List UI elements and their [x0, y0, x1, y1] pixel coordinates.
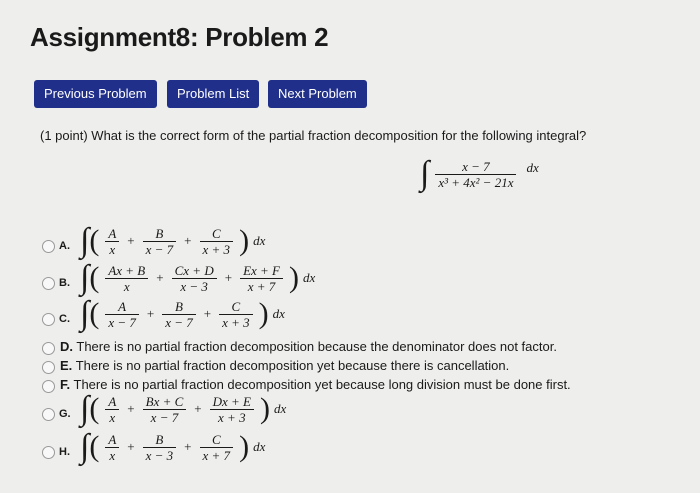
integral-sign: ∫ [420, 155, 430, 192]
option-g-term-1: $\frac{A}{x}$ [105, 394, 119, 425]
problem-list-button[interactable]: Problem List [167, 80, 259, 108]
dx-label: dx [526, 160, 539, 175]
option-a-radio[interactable] [42, 240, 55, 253]
question-text: (1 point) What is the correct form of the partial fraction decomposition for the following integral? [40, 128, 587, 143]
next-problem-button[interactable]: Next Problem [268, 80, 367, 108]
option-d-letter: D. [60, 339, 73, 354]
option-e-letter: E. [60, 358, 73, 373]
option-d [60, 339, 557, 354]
option-e [60, 358, 509, 373]
option-b-expression: ∫( $\frac{Ax + B}{x}$ + $\frac{Cx + D}{x - 3}$ + $\frac{Ex + F}{x + 7}$ ) dx [80, 259, 316, 296]
option-f-text: There is no partial fraction decomposition yet because long division must be done first. [73, 377, 571, 392]
option-g-term-3: $\frac{Dx + E}{x + 3}$ [210, 394, 254, 425]
option-b-term-1: $\frac{Ax + B}{x}$ [105, 263, 148, 294]
integrand-fraction [435, 159, 516, 190]
main-integral [420, 155, 539, 193]
option-g-expression: ∫( $\frac{A}{x}$ + $\frac{Bx + C}{x - 7}$ + $\frac{Dx + E}{x + 3}$ ) dx [80, 390, 287, 427]
option-d-text: There is no partial fraction decomposition because the denominator does not factor. [76, 339, 557, 354]
option-b-radio[interactable] [42, 277, 55, 290]
option-g-letter: G. [59, 408, 71, 420]
integrand-numerator: x − 7 [462, 158, 490, 174]
page-title: Assignment8: Problem 2 [30, 22, 329, 52]
option-e-text: There is no partial fraction decomposition yet because there is cancellation. [75, 358, 510, 373]
option-c-letter: C. [59, 313, 70, 325]
option-c-radio[interactable] [42, 313, 55, 326]
option-h-radio[interactable] [42, 446, 55, 459]
option-c-term-1: $\frac{A}{x - 7}$ [105, 299, 139, 330]
option-f-radio[interactable] [42, 380, 55, 393]
option-c-term-2: $\frac{B}{x - 7}$ [162, 299, 196, 330]
option-h-expression: ∫( $\frac{A}{x}$ + $\frac{B}{x - 3}$ + $\frac{C}{x + 7}$ ) dx [80, 428, 266, 465]
option-h-term-1: $\frac{A}{x}$ [105, 432, 119, 463]
option-e-radio[interactable] [42, 361, 55, 374]
option-a-term-3: $\frac{C}{x + 3}$ [200, 226, 234, 257]
option-a-letter: A. [59, 240, 70, 252]
option-h-term-2: $\frac{B}{x - 3}$ [143, 432, 177, 463]
option-b-term-2: $\frac{Cx + D}{x - 3}$ [172, 263, 217, 294]
integrand-denominator: x³ + 4x² − 21x [435, 174, 516, 190]
option-c-expression: ∫( $\frac{A}{x - 7}$ + $\frac{B}{x - 7}$ + $\frac{C}{x + 3}$ ) dx [80, 295, 285, 332]
option-f-letter: F. [60, 377, 71, 392]
option-b-letter: B. [59, 277, 70, 289]
option-a-term-2: $\frac{B}{x - 7}$ [143, 226, 177, 257]
option-a-term-1: $\frac{A}{x}$ [105, 226, 119, 257]
option-h-letter: H. [59, 446, 70, 458]
option-h-term-3: $\frac{C}{x + 7}$ [200, 432, 234, 463]
option-b-term-3: $\frac{Ex + F}{x + 7}$ [240, 263, 283, 294]
option-c-term-3: $\frac{C}{x + 3}$ [219, 299, 253, 330]
previous-problem-button[interactable]: Previous Problem [34, 80, 157, 108]
option-d-radio[interactable] [42, 342, 55, 355]
option-a-expression: ∫( $\frac{A}{x}$ + $\frac{B}{x - 7}$ + $\frac{C}{x + 3}$ ) dx [80, 222, 266, 259]
option-g-term-2: $\frac{Bx + C}{x - 7}$ [143, 394, 187, 425]
option-g-radio[interactable] [42, 408, 55, 421]
